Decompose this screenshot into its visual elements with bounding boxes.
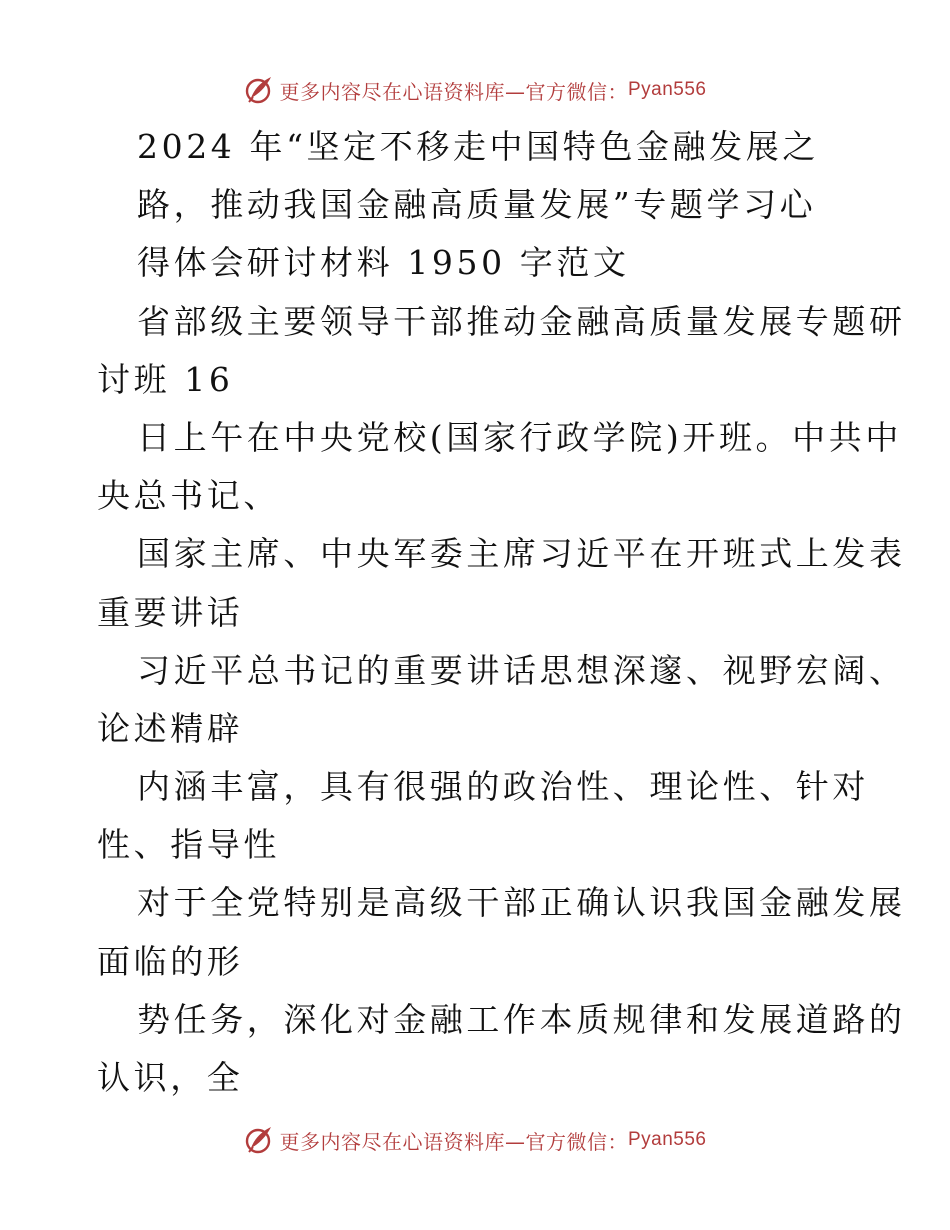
- quill-logo-icon: [243, 1124, 275, 1156]
- paragraph-line: 讨班 16: [97, 359, 234, 399]
- title-line-1: 2024 年“坚定不移走中国特色金融发展之: [137, 127, 819, 166]
- paragraph-line: 日上午在中央党校(国家行政学院)开班。中共中: [137, 417, 902, 457]
- paragraph-line: 面临的形: [97, 941, 244, 981]
- header-watermark: [0, 70, 950, 110]
- header-wechat-id: Pyan556: [627, 79, 707, 100]
- paragraph-line: 重要讲话: [97, 592, 244, 632]
- document-body: [97, 118, 906, 1107]
- paragraph-line: 省部级主要领导干部推动金融高质量发展专题研: [137, 301, 906, 341]
- footer-watermark: [0, 1120, 950, 1160]
- paragraph-line: 对于全党特别是高级干部正确认识我国金融发展: [137, 883, 906, 923]
- quill-logo-icon: [243, 74, 275, 106]
- paragraph-line: 国家主席、中央军委主席习近平在开班式上发表: [137, 534, 906, 574]
- paragraph-line: 内涵丰富，具有很强的政治性、理论性、针对: [137, 767, 869, 807]
- title-line-3: 得体会研讨材料 1950 字范文: [137, 243, 630, 283]
- title-line-2: 路，推动我国金融高质量发展”专题学习心: [137, 185, 817, 225]
- paragraph-line: 认识，全: [97, 1058, 244, 1097]
- paragraph-line: 性、指导性: [97, 825, 280, 865]
- paragraph-line: 论述精辟: [97, 708, 244, 748]
- header-watermark-text: 更多内容尽在心语资料库—官方微信：: [279, 79, 628, 104]
- footer-wechat-id: Pyan556: [627, 1129, 707, 1150]
- paragraph-line: 势任务，深化对金融工作本质规律和发展道路的: [137, 999, 906, 1039]
- paragraph-line: 央总书记、: [97, 476, 280, 516]
- paragraph-line: 习近平总书记的重要讲话思想深邃、视野宏阔、: [137, 650, 906, 690]
- footer-watermark-text: 更多内容尽在心语资料库—官方微信：: [279, 1129, 628, 1154]
